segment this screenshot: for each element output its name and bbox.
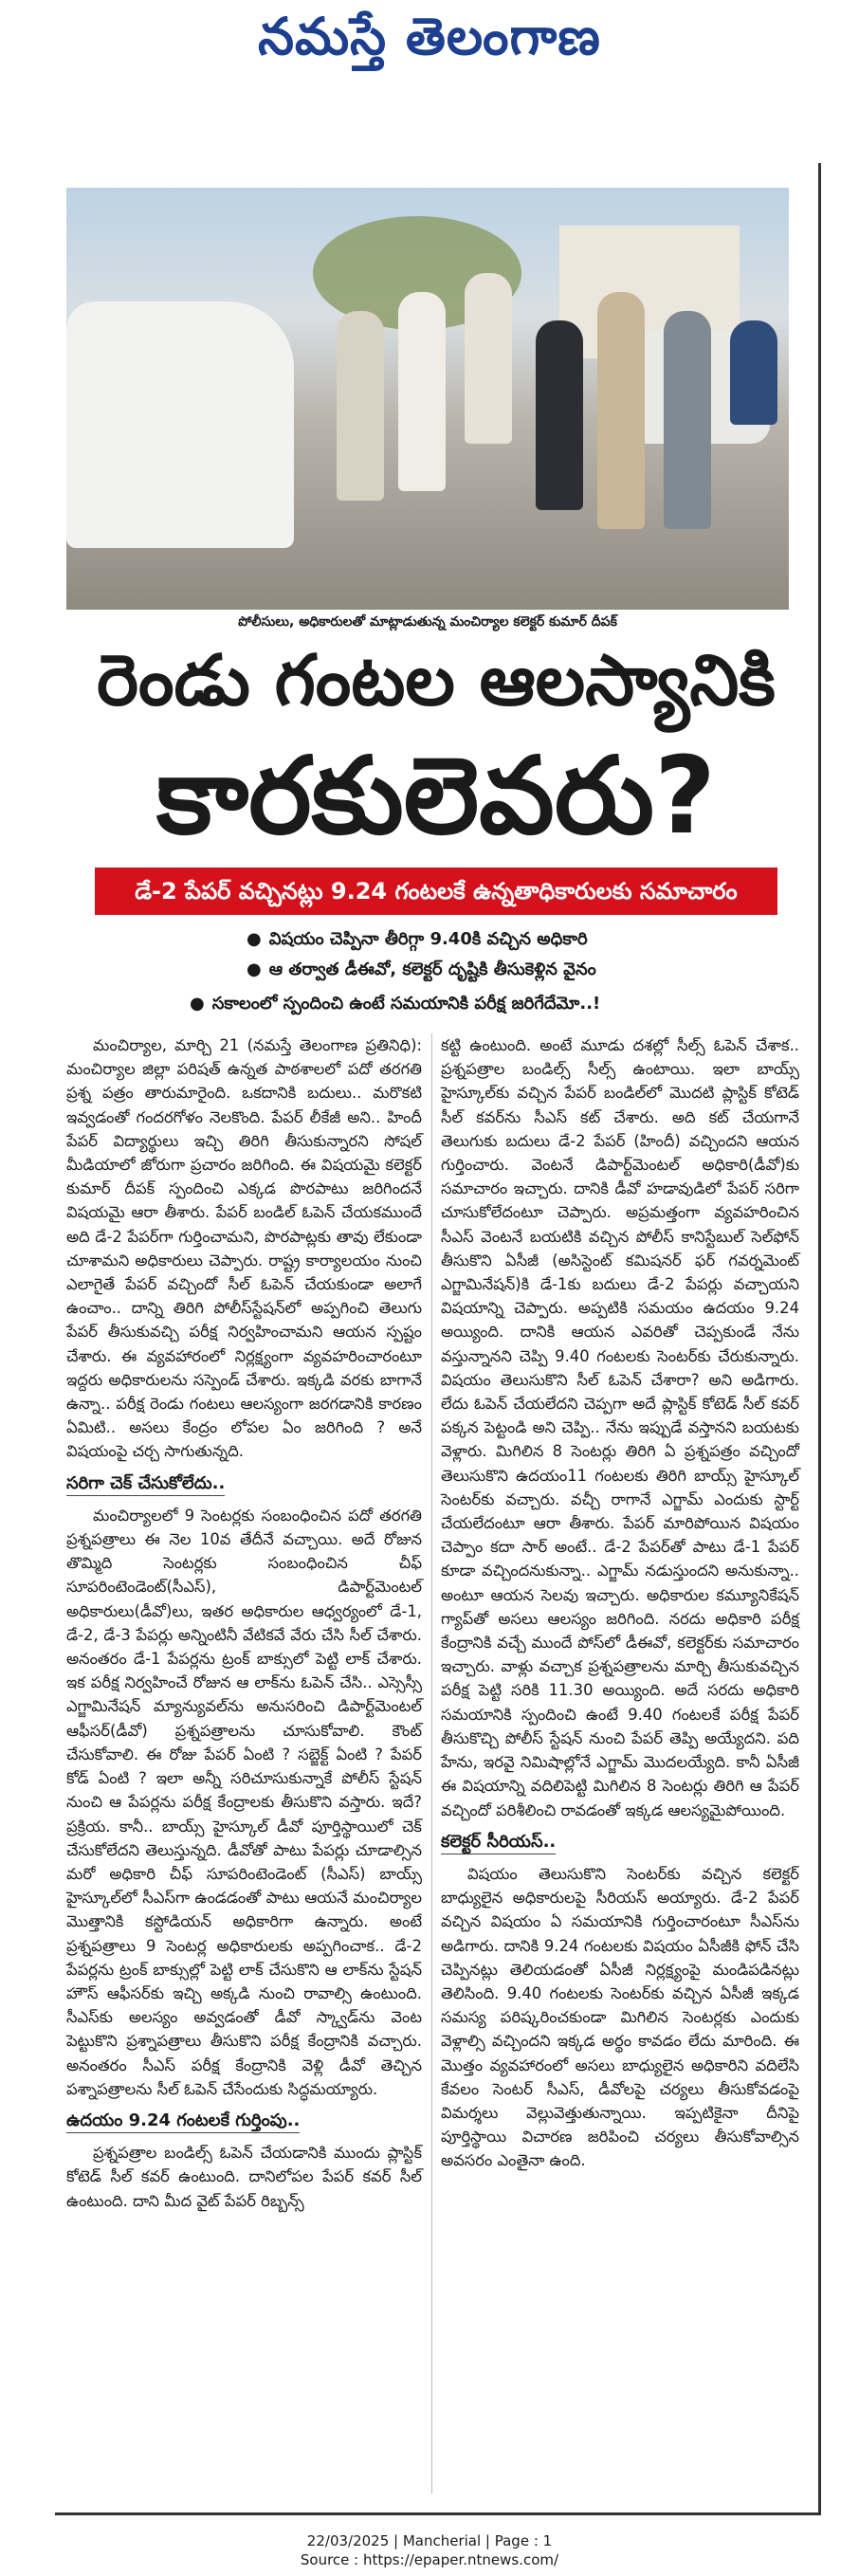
article-subheading: కలెక్టర్ సీరియస్.. (441, 1830, 556, 1854)
article-subheading: సరిగా చెక్ చేసుకోలేదు.. (66, 1471, 225, 1496)
article-column-right (441, 1033, 799, 2173)
page-footer (0, 2531, 859, 2569)
footer-edition-info: 22/03/2025 | Mancherial | Page : 1 (306, 2532, 553, 2549)
article-column-left (66, 1033, 422, 2213)
column-divider (431, 1033, 432, 2494)
masthead-title: నమస్తే తెలంగాణ (258, 6, 601, 66)
news-photo (66, 188, 789, 610)
headline-line-1: రెండు గంటల ఆలస్యానికి (97, 640, 776, 722)
article-paragraph: విషయం తెలుసుకొని సెంటర్‌కు వచ్చిన కలెక్టర్ బాధ్యులైన అధికారులపై సీరియస్ అయ్యారు. డే-2 పేపర్ వచ్చిన విషయం ఏ సమయానికి గుర్తించారంటూ సీఎస్‌ను అడిగారు. దానికి 9.24 గంటలకు విషయం ఏసీజీకి ఫోన్ చేసి చెప్పినట్లు తెలియడంతో ఏసీజీ నిర్లక్ష్యంపై మండిపడినట్లు తెలిసింది. 9.40 గంటలకు సెంటర్‌కు వచ్చిన ఏసీజీ ఇక్కడ సమస్య పరిష్కరించకుండా మిగిలిన సెంటర్లకు ఎందుకు వెళ్లాల్సి వచ్చిందని ఇక్కడ అర్థం కావడం లేదు మారింది. ఈ మొత్తం వ్యవహారంలో అసలు బాధ్యులైన అధికారిని వదిలేసి కేవలం సెంటర్ సీఎస్, డీవోలపై చర్యలు తీసుకోవడంపై విమర్శలు వెల్లువెత్తుతున్నాయి. ఇప్పటికైనా దీనిపై పూర్తిస్థాయి విచారణ జరిపించి చర్యలు తీసుకోవాల్సిన అవసరం ఎంతైనా ఉంది. (441, 1864, 799, 2170)
photo-caption: పోలీసులు, అధికారులతో మాట్లాడుతున్న మంచిర్యాల కలెక్టర్ కుమార్ దీపక్ (238, 614, 617, 630)
article-paragraph: ప్రశ్నపత్రాల బండిల్స్ ఓపెన్ చేయడానికి ముందు ప్లాస్టిక్ కోటెడ్ సీల్ కవర్ ఉంటుంది. దానిలోపల పేపర్ కవర్ సీల్ ఉంటుంది. దాని మీద వైట్ పేపర్ రిబ్బన్స్ (66, 2144, 422, 2210)
subheadline-banner: డే-2 పేపర్ వచ్చినట్లు 9.24 గంటలకే ఉన్నతాధికారులకు సమాచారం (95, 868, 777, 915)
highlight-bullet: ● విషయం చెప్పినా తీరిగ్గా 9.40కి వచ్చిన అధికారి (247, 929, 588, 953)
highlight-bullet: ● సకాలంలో స్పందించి ఉంటే సమయానికి పరీక్ష జరిగేదేమో..! (190, 994, 600, 1017)
masthead (0, 0, 859, 85)
article-paragraph: మంచిర్యాల, మార్చి 21 (నమస్తే తెలంగాణ ప్రతినిధి): మంచిర్యాల జిల్లా పరిషత్ ఉన్నత పాఠశాలలో పదో తరగతి ప్రశ్న పత్రం తారుమారైంది. ఒకదానికి బదులు.. మరొకటి ఇవ్వడంతో గందరగోళం నెలకొంది. పేపర్ లీకేజీ అని.. హిందీ పేపర్ విద్యార్థులు ఇచ్చి తిరిగి తీసుకున్నారని సోషల్ మీడియాలో జోరుగా ప్రచారం జరిగింది. ఈ విషయమై కలెక్టర్ కుమార్ దీపక్ స్పందించి ఎక్కడ పొరపాటు జరిగిందనే విషయమై ఆరా తీశారు. పేపర్ బండిల్ ఓపెన్ చేయకముందే అది డే-2 పేపర్‌గా గుర్తించామని, పొరపాట్లకు తావు లేకుండా చూశామని అధికారులు చెప్పారు. రాష్ట్ర కార్యాలయం నుంచి ఎలాగైతే పేపర్ వచ్చిందో సీల్ ఓపెన్ చేయకుండా అలాగే ఉంచాం.. దాన్ని తిరిగి పోలీస్‌స్టేషన్‌లో అప్పగించి తెలుగు పేపర్ తీసుకువచ్చి పరీక్ష నిర్వహించామని ఆయన స్పష్టం చేశారు. ఈ వ్యవహారంలో నిర్లక్ష్యంగా వ్యవహరించారంటూ ఇద్దరు అధికారులను సస్పెండ్ చేశారు. ఇక్కడి వరకు బాగానే ఉన్నా.. పరీక్ష రెండు గంటలు ఆలస్యంగా జరగడానికి కారణం ఏమిటి.. అసలు కేంద్రం లోపల ఏం జరిగింది ? అనే విషయంపై చర్చ సాగుతున్నది. (66, 1036, 422, 1461)
headline-line-2: కారకులెవరు? (156, 735, 716, 858)
article-paragraph: కట్టి ఉంటుంది. అంటే మూడు దశల్లో సీల్స్ ఓపెన్ చేశాక.. ప్రశ్నపత్రాల బండిల్స్ సీల్స్ ఉంటాయి. ఇలా బాయ్స్ హైస్కూల్‌కు వచ్చిన పేపర్ బండిల్‌లో మొదటి ప్లాస్టిక్ కోటెడ్ సీల్ కవర్‌ను సీఎస్ కట్ చేశారు. అది కట్ చేయగానే తెలుగుకు బదులు డే-2 పేపర్ (హిందీ) వచ్చిందని ఆయన గుర్తించారు. వెంటనే డిపార్ట్‌మెంటల్ అధికారి(డీవో)కు సమాచారం ఇచ్చారు. దానికి డీవో హడావుడిలో పేపర్ సరిగా చూసుకోలేదంటూ చెప్పారు. అప్రమత్తంగా వ్యవహరించిన సీఎస్ వెంటనే బయటికి వచ్చిన పోలీస్ కానిస్టేబుల్ సెల్‌ఫోన్ తీసుకొని ఏసీజీ (అసిస్టెంట్ కమిషనర్ ఫర్ గవర్నమెంట్ ఎగ్జామినేషన్)కి డే-1కు బదులు డే-2 పేపర్లు వచ్చాయని విషయాన్ని చెప్పారు. అప్పటికి సమయం ఉదయం 9.24 అయ్యింది. దానికి ఆయన ఎవరితో చెప్పకుండే నేను వస్తున్నానని చెప్పి 9.40 గంటలకు సెంటర్‌కు చేరుకున్నారు. విషయం తెలుసుకొని సీల్ ఓపెన్ చేశారా? అని అడిగారు. లేదు ఓపెన్ చేయలేదని చెప్పగా అదే ప్లాస్టిక్ కోటెడ్ సీల్ కవర్ పక్కన పెట్టండి అని చెప్పి.. నేను ఇప్పుడే వస్తానని బయటకు వెళ్లారు. మిగిలిన 8 సెంటర్లు తిరిగి ఏ ప్రశ్నపత్రం వచ్చిందో తెలుసుకొని ఉదయం11 గంటలకు తిరిగి బాయ్స్ హైస్కూల్ సెంటర్‌కు వచ్చారు. వచ్చీ రాగానే ఎగ్జామ్ ఎందుకు స్టార్ట్ చేయలేదంటూ ఆరా తీశారు. పేపర్ మారిపోయిన విషయం చెప్పాం కదా సార్ అంటే.. డే-2 పేపర్‌తో పాటు డే-1 పేపర్ కూడా వచ్చిందనుకున్నా.. ఎగ్జామ్ నడుస్తుందని అనుకున్నా.. అంటూ ఆయన సెలవు ఇచ్చారు. అధికారుల కమ్యూనికేషన్ గ్యాప్‌తో అసలు ఆలస్యం జరిగింది. నరదు అధికారి పరీక్ష కేంద్రానికి వచ్చే ముందే పోస్‌లో డీఈవో, కలెక్టర్‌కు సమాచారం ఇచ్చారు. వాళ్లు వచ్చాక ప్రశ్నపత్రాలను మార్చి తీసుకువచ్చిన పరీక్ష పెట్టి సరికి 11.30 అయ్యింది. అదే సరదు అధికారి సమయానికి స్పందించి ఉంటే 9.40 గంటలకే పరీక్ష పేపర్ తీసుకొచ్చి పోలీస్ స్టేషన్ నుంచి పేపర్ తెప్పి అయ్యేదని. పది హేను, ఇరవై నిమిషాల్లోనే ఎగ్జామ్ మొదలయ్యేది. కానీ ఏసీజీ ఈ విషయాన్ని వదిలిపెట్టి మిగిలిన 8 సెంటర్లు తిరిగి ఆ పేపర్ వచ్చిందో పరిశీలించి రావడంతో ఇక్కడ ఆలస్యమైపోయింది. (441, 1036, 799, 1819)
footer-source: Source : https://epaper.ntnews.com/ (300, 2551, 559, 2568)
article-subheading: ఉదయం 9.24 గంటలకే గుర్తింపు.. (66, 2109, 300, 2133)
highlight-bullet: ● ఆ తర్వాత డీఈవో, కలెక్టర్ దృష్టికి తీసుకెళ్లిన వైనం (247, 959, 596, 983)
article-paragraph: మంచిర్యాలలో 9 సెంటర్లకు సంబంధించిన పదో తరగతి ప్రశ్నపత్రాలు ఈ నెల 10వ తేదీనే వచ్చాయి. అదే రోజున తొమ్మిది సెంటర్లకు సంబంధించిన చీఫ్ సూపరింటెండెంట్(సీఎస్), డిపార్ట్‌మెంటల్ అధికారులు(డీవో)లు, ఇతర అధికారుల ఆధ్వర్యంలో డే-1, డే-2, డే-3 పేపర్లు అన్నింటినీ వేటికవే వేరు చేసి సీల్ చేశారు. అనంతరం డే-1 పేపర్లను ట్రంక్ బాక్సులో పెట్టి లాక్ చేశారు. ఇక పరీక్ష నిర్వహించే రోజున ఆ లాక్‌ను ఓపెన్ చేసి.. ఎస్సెస్సీ ఎగ్జామినేషన్ మ్యాన్యువల్‌ను అనుసరించి డిపార్ట్‌మెంటల్ ఆఫీసర్(డీవో) ప్రశ్నపత్రాలను చూసుకోవాలి. కౌంట్ చేసుకోవాలి. ఈ రోజు పేపర్ ఏంటి ? సబ్జెక్ట్ ఏంటి ? పేపర్ కోడ్ ఏంటి ? ఇలా అన్నీ సరిచూసుకున్నాకే పోలీస్ స్టేషన్ నుంచి ఆ పేపర్లను పరీక్ష కేంద్రాలకు తీసుకొని వస్తారు. ఇదే? ప్రక్రియ. కానీ.. బాయ్స్ హైస్కూల్ డీవో పూర్తిస్థాయిలో చెక్ చేసుకోలేదని తెలుస్తున్నది. డీవోతో పాటు పేపర్లు చూడాల్సిన మరో అధికారి చీఫ్ సూపరింటెండెంట్ (సీఎస్) బాయ్స్ హైస్కూల్‌లో సీఎస్‌గా ఉండడంతో పాటు ఆయనే మంచిర్యాల మొత్తానికి కస్టోడియన్ అధికారిగా ఉన్నారు. అంటే ప్రశ్నపత్రాలు 9 సెంటర్ల అధికారులకు అప్పగించాక.. డే-2 పేపర్లను ట్రంక్ బాక్సుల్లో పెట్టి లాక్ చేసుకొని ఆ లాక్‌ను స్టేషన్ హౌస్ ఆఫీసర్‌కు ఇచ్చి అక్కడి నుంచి రావాల్సి ఉంటుంది. సీఎస్‌కు అలస్యం అవ్వడంతో డీవో స్క్వాడ్‌ను వెంట పెట్టుకొని ప్రశ్నాపత్రాలు తీసుకొని పరీక్ష కేంద్రానికి వచ్చారు. అనంతరం సీఎస్ పరీక్ష కేంద్రానికి వెళ్లి డీవో తెచ్చిన పశ్నాపత్రాలను సీల్ ఓపెన్ చేసేందుకు సిద్ధమయ్యారు. (66, 1506, 422, 2098)
